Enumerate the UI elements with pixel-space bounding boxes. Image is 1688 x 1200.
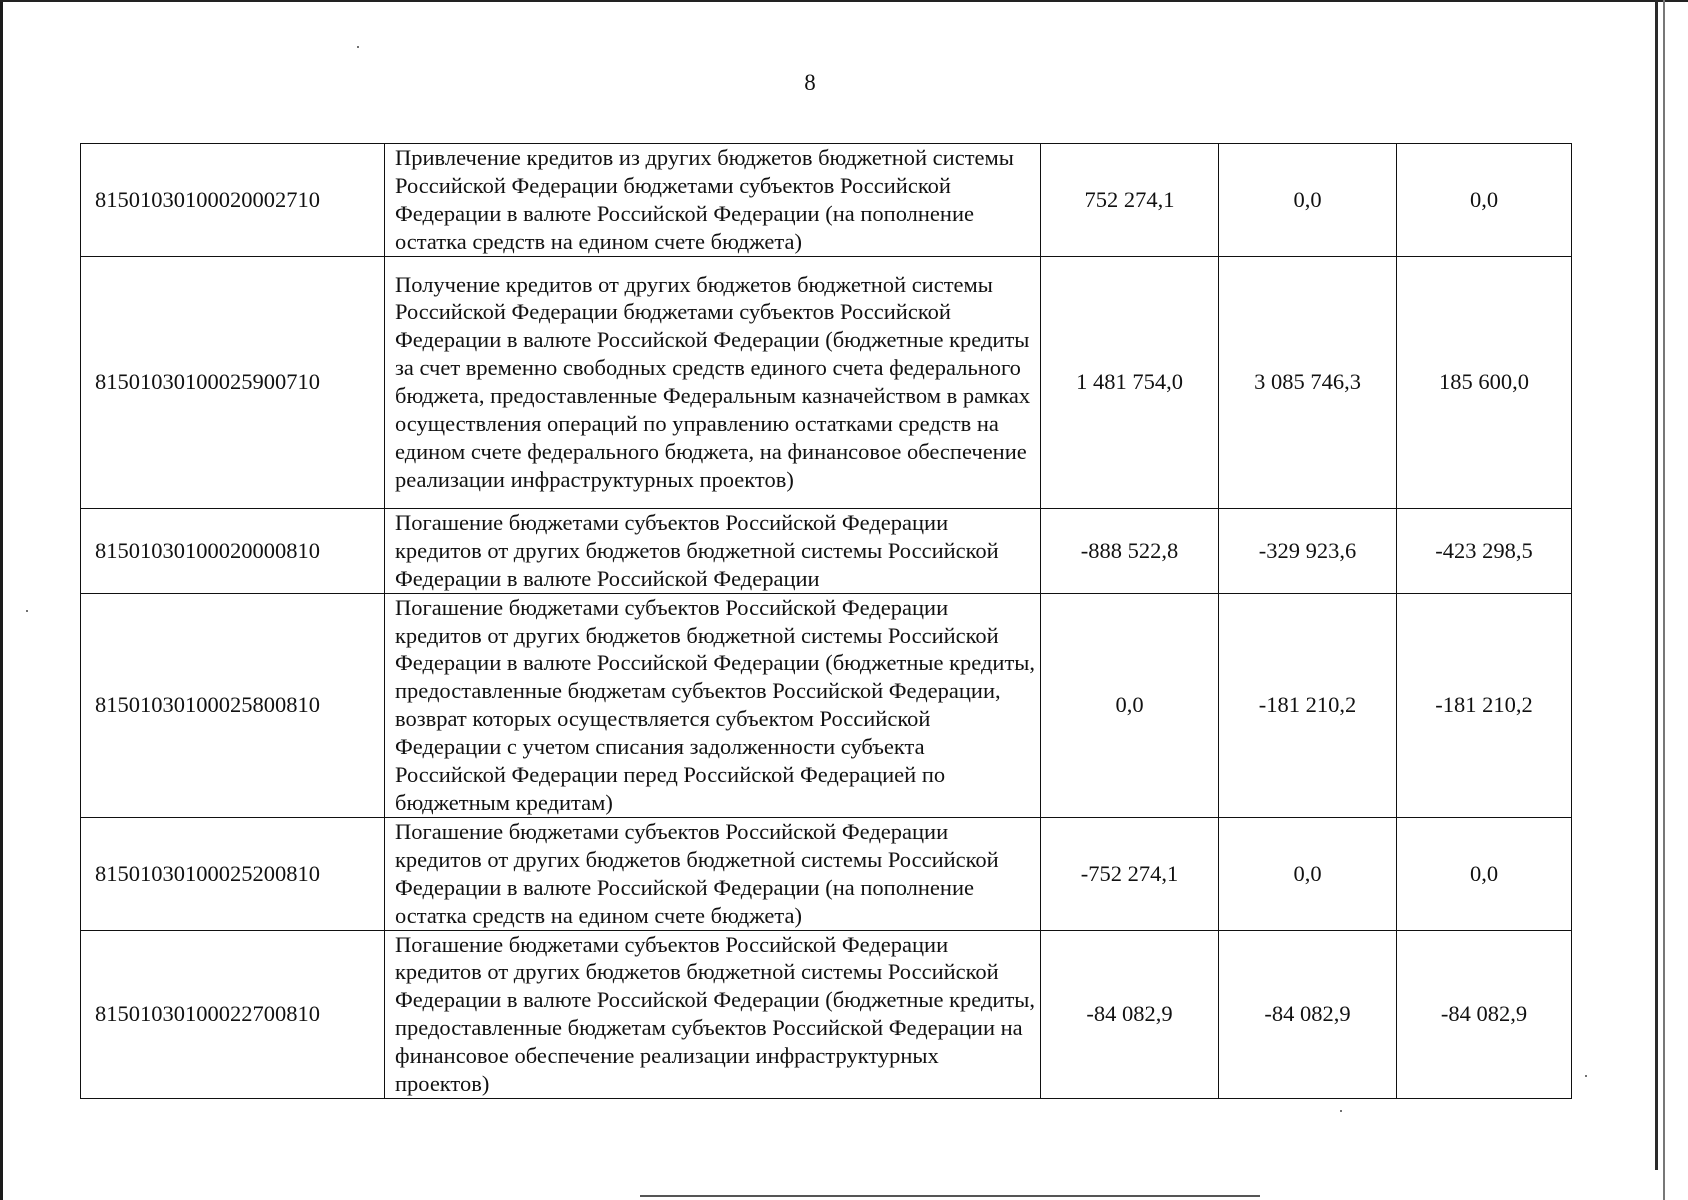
description-cell: Погашение бюджетами субъектов Российской Федерации кредитов от других бюджетов бюджетной системы Российской Федерации в валюте Российской Федерации (бюджетные кредиты, предоставленные бюджетам субъектов Российской Федерации на финансовое обеспечение реализации инфраструктурных проектов): [385, 930, 1041, 1098]
scan-speck: [1340, 1110, 1342, 1112]
value-cell-year-1: -752 274,1: [1041, 817, 1219, 930]
value-cell-year-2: 0,0: [1219, 817, 1397, 930]
value-cell-year-1: -888 522,8: [1041, 508, 1219, 593]
value-cell-year-2: 0,0: [1219, 144, 1397, 257]
description-cell: Погашение бюджетами субъектов Российской Федерации кредитов от других бюджетов бюджетной системы Российской Федерации в валюте Российской Федерации (бюджетные кредиты, предоставленные бюджетам субъектов Российской Федерации, возврат которых осуществляется субъектом Российской Федерации с учетом списания задолженности субъекта Российской Федерации перед Российской Федерацией по бюджетным кредитам): [385, 593, 1041, 817]
budget-code-cell: 81501030100025900710: [81, 256, 385, 508]
description-cell: Привлечение кредитов из других бюджетов бюджетной системы Российской Федерации бюджетами субъектов Российской Федерации в валюте Российской Федерации (на пополнение остатка средств на едином счете бюджета): [385, 144, 1041, 257]
table-row: [81, 593, 1572, 817]
value-cell-year-2: -181 210,2: [1219, 593, 1397, 817]
scan-edge-right-outer: [1663, 0, 1665, 1200]
scan-edge-left: [0, 0, 3, 1200]
value-cell-year-2: 3 085 746,3: [1219, 256, 1397, 508]
value-cell-year-3: -84 082,9: [1397, 930, 1572, 1098]
table-row: [81, 508, 1572, 593]
value-cell-year-2: -329 923,6: [1219, 508, 1397, 593]
value-cell-year-3: 0,0: [1397, 817, 1572, 930]
budget-sources-table: [80, 143, 1572, 1099]
value-cell-year-3: -181 210,2: [1397, 593, 1572, 817]
value-cell-year-3: 185 600,0: [1397, 256, 1572, 508]
scan-edge-bottom: [640, 1195, 1260, 1197]
scan-speck: [26, 610, 28, 612]
page-number: 8: [804, 70, 816, 95]
scan-edge-right: [1655, 0, 1658, 1170]
table-row: [81, 930, 1572, 1098]
value-cell-year-1: -84 082,9: [1041, 930, 1219, 1098]
table-row: [81, 817, 1572, 930]
table-row: [81, 256, 1572, 508]
budget-code-cell: 81501030100025200810: [81, 817, 385, 930]
value-cell-year-3: -423 298,5: [1397, 508, 1572, 593]
value-cell-year-1: 752 274,1: [1041, 144, 1219, 257]
budget-code-cell: 81501030100020002710: [81, 144, 385, 257]
scan-speck: [357, 46, 359, 48]
description-cell: Погашение бюджетами субъектов Российской Федерации кредитов от других бюджетов бюджетной системы Российской Федерации в валюте Российской Федерации (на пополнение остатка средств на едином счете бюджета): [385, 817, 1041, 930]
budget-code-cell: 81501030100025800810: [81, 593, 385, 817]
budget-code-cell: 81501030100020000810: [81, 508, 385, 593]
description-cell: Получение кредитов от других бюджетов бюджетной системы Российской Федерации бюджетами субъектов Российской Федерации в валюте Российской Федерации (бюджетные кредиты за счет временно свободных средств единого счета федерального бюджета, предоставленные Федеральным казначейством в рамках осуществления операций по управлению остатками средств на едином счете федерального бюджета, на финансовое обеспечение реализации инфраструктурных проектов): [385, 256, 1041, 508]
scan-edge-top: [0, 0, 1688, 2]
scan-speck: [1585, 1075, 1587, 1077]
value-cell-year-3: 0,0: [1397, 144, 1572, 257]
value-cell-year-1: 1 481 754,0: [1041, 256, 1219, 508]
value-cell-year-1: 0,0: [1041, 593, 1219, 817]
budget-code-cell: 81501030100022700810: [81, 930, 385, 1098]
description-cell: Погашение бюджетами субъектов Российской Федерации кредитов от других бюджетов бюджетной системы Российской Федерации в валюте Российской Федерации: [385, 508, 1041, 593]
value-cell-year-2: -84 082,9: [1219, 930, 1397, 1098]
table-row: [81, 144, 1572, 257]
